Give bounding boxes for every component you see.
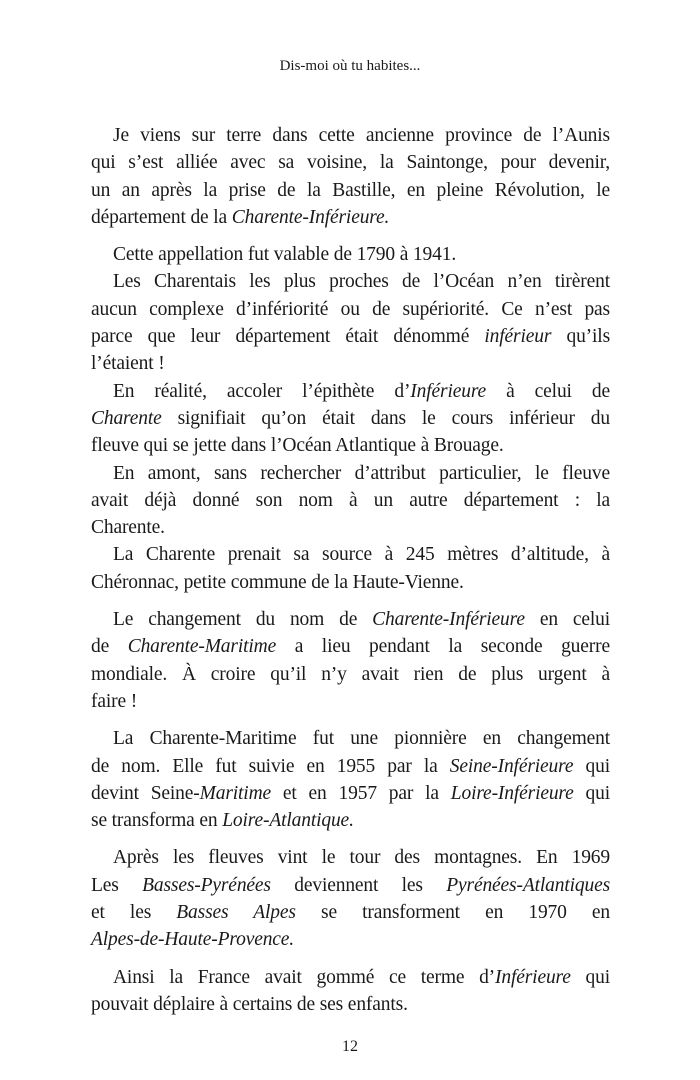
italic-text: Alpes-de-Haute-Provence. [91,929,295,951]
text-run: à celui de [486,380,610,402]
text-run: qui [570,966,610,988]
text-line [91,405,610,432]
paragraph [91,378,610,460]
text-line [91,378,610,405]
italic-text: inférieur [484,326,552,348]
italic-text: Seine-Inférieure [449,755,574,777]
paragraph [91,964,610,1019]
text-run: Je viens sur terre dans cette ancienne province de l’Aunis [113,125,610,146]
text-line [91,241,610,268]
italic-text: Basses Alpes [176,902,296,924]
text-run: département de la [91,206,232,228]
text-line [91,460,610,487]
page-content [0,122,700,1058]
italic-text: Basses-Pyrénées [142,874,271,896]
text-run: Après les fleuves vint le tour des montagnes. En 1969 [113,847,610,869]
paragraph [91,541,610,596]
text-line [91,296,610,323]
paragraph [91,606,610,715]
text-run: Cette appellation fut valable de 1790 à 1941. [113,244,457,266]
text-block [91,122,610,231]
text-run: Le changement du nom de [113,609,373,631]
text-line [91,350,610,377]
italic-text: Charente-Maritime [127,636,277,658]
text-run: qu’ils [551,326,611,348]
text-run: Les [91,874,143,896]
text-line [91,725,610,752]
italic-text: Inférieure [410,380,487,402]
italic-text: Maritime [199,782,272,804]
text-block [91,725,610,834]
text-run: Les Charentais les plus proches de l’Océan n’en tirèrent [113,271,610,293]
paragraph [91,241,610,268]
text-run: se transforment en 1970 en [295,902,610,924]
text-run: parce que leur département était dénommé [91,326,485,348]
page-number: 12 [342,1038,358,1056]
text-run: signifiait qu’on était dans le cours inférieur du [161,407,610,429]
text-run: de [91,636,128,658]
text-line [91,753,610,780]
text-run: mondiale. À croire qu’il n’y avait rien de plus urgent à [91,663,610,685]
paragraph [91,844,610,953]
text-run: et les [91,902,177,924]
text-line [91,926,610,953]
text-line [91,177,610,204]
text-block [91,241,610,596]
text-line [91,149,610,176]
text-line [91,633,610,660]
paragraph [91,460,610,542]
italic-text: Loire-Atlantique. [222,810,354,832]
italic-text: Pyrénées-Atlantiques [446,874,611,896]
text-run: devint Seine- [91,782,200,804]
text-run: pouvait déplaire à certains de ses enfants. [91,993,408,1015]
text-run: avait déjà donné son nom à un autre département : la [91,489,610,511]
text-run: a lieu pendant la seconde guerre [276,636,610,658]
text-line [91,204,610,231]
text-line [91,991,610,1018]
text-run: et en 1957 par la [271,782,451,804]
text-run: Chéronnac, petite commune de la Haute-Vienne. [91,571,464,593]
text-run: l’étaient ! [91,353,165,375]
text-line [91,122,610,149]
text-line [91,780,610,807]
text-line [91,541,610,568]
text-run: faire ! [91,690,138,712]
text-run: qui s’est alliée avec sa voisine, la Saintonge, pour devenir, [91,152,610,174]
text-line [91,807,610,834]
text-line [91,872,610,899]
paragraph [91,268,610,377]
italic-text: Loire-Inférieure [450,782,574,804]
text-line [91,688,610,715]
text-line [91,899,610,926]
italic-text: Inférieure [495,966,571,988]
text-line [91,606,610,633]
text-run: La Charente-Maritime fut une pionnière en changement [113,728,610,750]
text-line [91,844,610,871]
text-line [91,432,610,459]
text-line [91,323,610,350]
text-run: qui [573,782,610,804]
text-run: En amont, sans rechercher d’attribut particulier, le fleuve [113,462,610,484]
text-line [91,569,610,596]
text-run: deviennent les [270,874,447,896]
text-block [91,964,610,1019]
text-line [91,661,610,688]
paragraph [91,122,610,231]
italic-text: Charente-Inférieure [372,609,525,631]
text-run: En réalité, accoler l’épithète d’ [113,380,411,402]
page-body [91,122,610,1018]
text-block [91,606,610,715]
text-run: en celui [524,609,610,631]
running-header: Dis-moi où tu habites... [279,58,421,74]
text-run: qui [573,755,610,777]
italic-text: Charente [91,407,162,429]
text-run: Charente. [91,517,165,539]
italic-text: Charente-Inférieure. [231,206,390,228]
text-run: Ainsi la France avait gommé ce terme d’ [113,966,496,988]
text-line [91,964,610,991]
text-run: La Charente prenait sa source à 245 mètres d’altitude, à [113,544,610,566]
text-line [91,514,610,541]
text-line [91,487,610,514]
text-run: fleuve qui se jette dans l’Océan Atlantique à Brouage. [91,435,504,457]
text-block [91,844,610,953]
text-run: se transforma en [91,810,223,832]
text-run: aucun complexe d’infériorité ou de supériorité. Ce n’est pas [91,298,610,320]
text-line [91,268,610,295]
text-run: de nom. Elle fut suivie en 1955 par la [91,755,450,777]
paragraph [91,725,610,834]
text-run: un an après la prise de la Bastille, en pleine Révolution, le [91,179,610,201]
